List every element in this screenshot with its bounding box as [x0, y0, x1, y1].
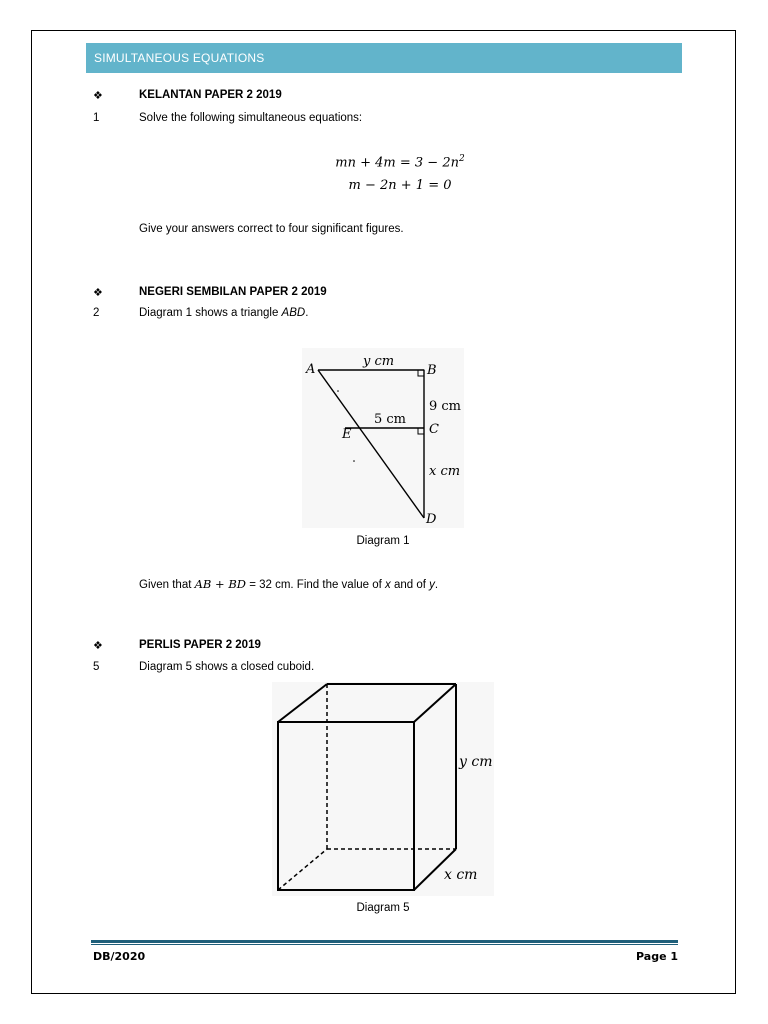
question-text: Diagram 5 shows a closed cuboid.	[139, 661, 315, 673]
question-number: 5	[93, 661, 100, 673]
given-statement: Given that AB + BD = 32 cm. Find the value of x and of y.	[139, 577, 439, 591]
question-text: Diagram 1 shows a triangle ABD.	[139, 307, 309, 319]
cuboid-front-face	[278, 722, 414, 890]
line-ad	[318, 370, 424, 518]
bullet-icon: ❖	[93, 640, 103, 652]
label-5-cm: 5 cm	[374, 412, 407, 427]
section-title-kelantan: KELANTAN PAPER 2 2019	[139, 89, 282, 101]
question-text: Solve the following simultaneous equations:	[139, 112, 363, 124]
label-y-cm: y cm	[459, 754, 493, 770]
label-y-cm: y cm	[363, 354, 395, 369]
right-angle-c	[418, 428, 424, 434]
question-note: Give your answers correct to four significant figures.	[139, 223, 404, 235]
footer-rule-thin	[91, 944, 678, 945]
bullet-icon: ❖	[93, 90, 103, 102]
question-number: 2	[93, 307, 100, 319]
section-title-perlis: PERLIS PAPER 2 2019	[139, 639, 261, 651]
question-number: 1	[93, 112, 100, 124]
bullet-icon: ❖	[93, 287, 103, 299]
label-b: B	[427, 363, 437, 378]
diagram-1-caption: Diagram 1	[356, 535, 410, 547]
label-x-cm: x cm	[444, 867, 478, 883]
label-a: A	[306, 362, 316, 377]
chapter-title: SIMULTANEOUS EQUATIONS	[94, 51, 265, 65]
section-title-negeri-sembilan: NEGERI SEMBILAN PAPER 2 2019	[139, 286, 327, 298]
equation-2: m − 2n + 1 = 0	[348, 178, 452, 193]
label-x-cm: x cm	[429, 464, 461, 479]
footer-left: DB/2020	[93, 950, 146, 963]
footer-page-number: Page 1	[636, 950, 679, 963]
triangle-diagram	[302, 348, 464, 528]
label-e: E	[342, 427, 352, 442]
label-d: D	[426, 512, 437, 527]
chapter-header	[86, 43, 682, 73]
equation-1: mn + $4m = 3 - 2n^2$	[335, 154, 465, 171]
footer-rule	[91, 940, 678, 943]
diagram-5-caption: Diagram 5	[356, 902, 410, 914]
label-c: C	[429, 422, 439, 437]
cuboid-diagram	[272, 682, 494, 896]
label-9-cm: 9 cm	[429, 399, 462, 414]
right-angle-b	[418, 370, 424, 376]
